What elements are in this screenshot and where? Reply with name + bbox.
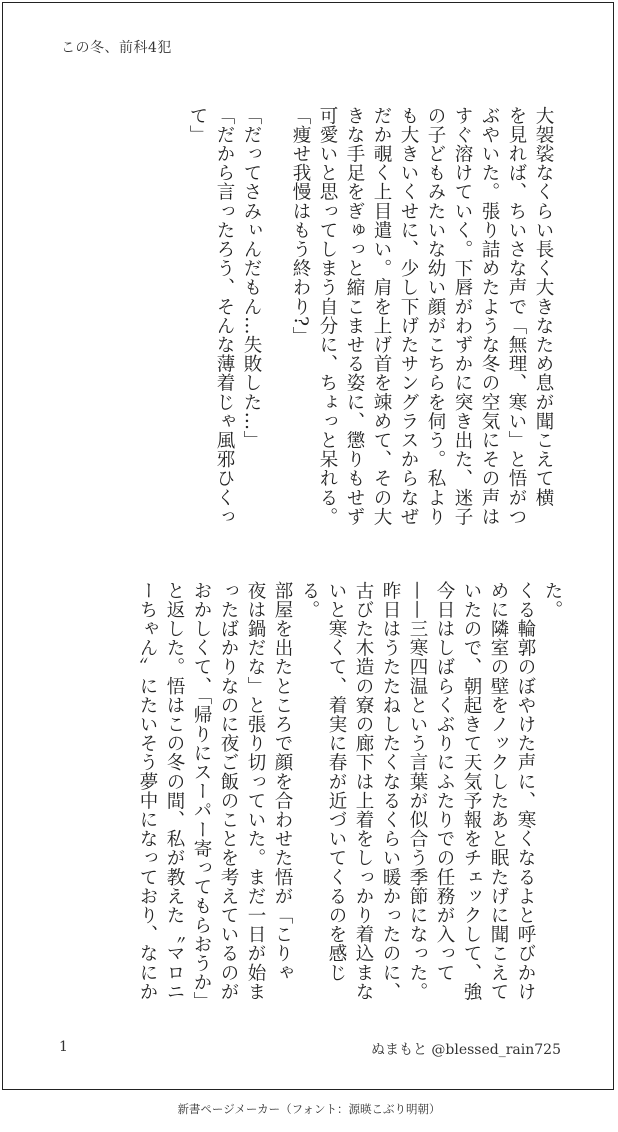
text-column: も大きいくせに、少し下げたサングラスからなぜ (398, 106, 419, 527)
page-number: 1 (59, 1039, 68, 1055)
dialogue-column: 「だってさみぃんだもん…失敗した…」 (241, 106, 262, 450)
text-column: 古びた木造の寮の廊下は上着をしっかり着込まな (353, 581, 374, 1002)
text-column: めに隣室の壁をノックしたあと眠たげに聞こえて (488, 581, 509, 1002)
dialogue-column: て」 (187, 106, 208, 145)
text-column: 今日はしばらくぶりにふたりでの任務が入って (434, 581, 455, 983)
text-column: ——三寒四温という言葉が似合う季節になった。 (407, 581, 428, 1002)
text-column: いたので、朝起きて天気予報をチェックして、強 (461, 581, 482, 1002)
text-column: 部屋を出たところで顔を合わせた悟が「こりゃ (272, 581, 293, 983)
upper-text-block (47, 106, 557, 538)
dialogue-column: 「だから言ったろう、そんな薄着じゃ風邪ひくっ (214, 106, 235, 527)
text-column: いと寒くて、着実に春が近づいてくるのを感じる。 (299, 581, 347, 983)
text-column: 昨日はうたたねしたくなるくらい暖かったのに、 (380, 581, 401, 1002)
text-column: ぶやいた。張り詰めたような冬の空気にその声は (479, 106, 500, 527)
text-column: の子どもみたいな幼い顔がこちらを伺う。私より (425, 106, 446, 527)
dialogue-column: 「痩せ我慢はもう終わり?」 (290, 106, 311, 346)
text-column: きな手足をぎゅっと縮こませる姿に、懲りもせず (344, 106, 365, 527)
text-column: だか覗く上目遣い。肩を上げ首を竦めて、その大 (371, 106, 392, 527)
running-title: この冬、前科4犯 (61, 40, 172, 56)
lower-text-block (46, 581, 566, 1013)
author-credit: ぬまもと @blessed_rain725 (370, 1042, 561, 1058)
text-column: すぐ溶けていく。下唇がわずかに突き出た、迷子 (452, 106, 473, 527)
text-column: ったばかりなのに夜ご飯のことを考えているのが (218, 581, 239, 1002)
text-column: ーちゃん〟にたいそう夢中になっており、なにか (137, 581, 158, 1002)
generator-note: 新書ページメーカー（フォント：源暎こぶり明朝） (177, 1102, 441, 1116)
text-column: くる輪郭のぼやけた声に、寒くなるよと呼びかけ (515, 581, 536, 1002)
text-column: おかしくて、「帰りにスーパー寄ってもらおうか」 (191, 581, 212, 1012)
text-column: た。 (542, 581, 563, 620)
text-column: 夜は鍋だな」と張り切っていた。まだ一日が始ま (245, 581, 266, 1002)
text-column: と返した。悟はこの冬の間、私が教えた〝マロニ (164, 581, 185, 1002)
text-column: 可愛いと思ってしまう自分に、ちょっと呆れる。 (317, 106, 338, 527)
page-frame (2, 2, 614, 1090)
text-column: を見れば、ちいさな声で「無理、寒い」と悟がつ (506, 106, 527, 527)
text-column: 大袈裟なくらい長く大きなため息が聞こえて横 (533, 106, 554, 508)
